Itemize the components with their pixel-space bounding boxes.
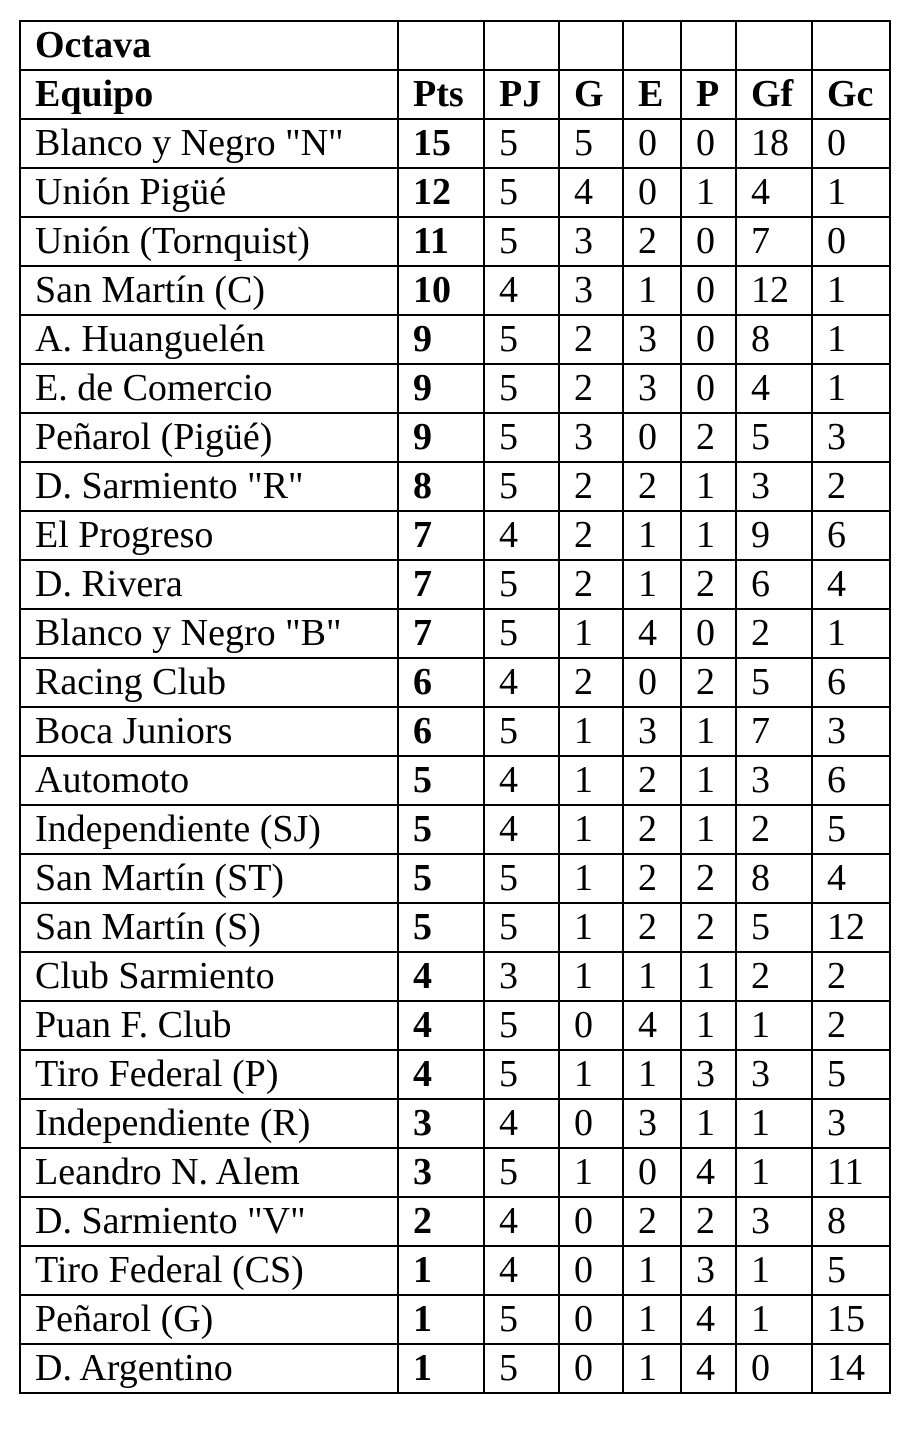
goals-against-cell: 8 xyxy=(812,1197,890,1246)
lost-cell: 1 xyxy=(681,707,736,756)
won-cell: 5 xyxy=(559,119,623,168)
team-name-cell: Unión (Tornquist) xyxy=(20,217,398,266)
lost-cell: 1 xyxy=(681,952,736,1001)
played-cell: 5 xyxy=(484,1001,559,1050)
goals-against-cell: 5 xyxy=(812,1050,890,1099)
goals-against-cell: 5 xyxy=(812,805,890,854)
points-cell: 9 xyxy=(398,413,484,462)
drawn-cell: 1 xyxy=(623,266,681,315)
header-pj: PJ xyxy=(484,70,559,119)
drawn-cell: 1 xyxy=(623,1295,681,1344)
team-name-cell: Automoto xyxy=(20,756,398,805)
won-cell: 1 xyxy=(559,854,623,903)
table-row xyxy=(20,462,890,511)
drawn-cell: 3 xyxy=(623,1099,681,1148)
points-cell: 1 xyxy=(398,1295,484,1344)
empty-cell xyxy=(559,21,623,70)
goals-for-cell: 3 xyxy=(736,1197,812,1246)
drawn-cell: 3 xyxy=(623,315,681,364)
goals-against-cell: 3 xyxy=(812,707,890,756)
empty-cell xyxy=(398,21,484,70)
goals-against-cell: 2 xyxy=(812,1001,890,1050)
empty-cell xyxy=(623,21,681,70)
points-cell: 5 xyxy=(398,903,484,952)
played-cell: 5 xyxy=(484,707,559,756)
drawn-cell: 2 xyxy=(623,854,681,903)
header-p: P xyxy=(681,70,736,119)
played-cell: 5 xyxy=(484,364,559,413)
won-cell: 3 xyxy=(559,266,623,315)
won-cell: 2 xyxy=(559,315,623,364)
won-cell: 1 xyxy=(559,952,623,1001)
lost-cell: 1 xyxy=(681,462,736,511)
table-row xyxy=(20,266,890,315)
goals-against-cell: 4 xyxy=(812,560,890,609)
won-cell: 4 xyxy=(559,168,623,217)
goals-for-cell: 2 xyxy=(736,952,812,1001)
lost-cell: 0 xyxy=(681,119,736,168)
lost-cell: 3 xyxy=(681,1050,736,1099)
lost-cell: 1 xyxy=(681,805,736,854)
drawn-cell: 2 xyxy=(623,462,681,511)
goals-for-cell: 7 xyxy=(736,217,812,266)
goals-for-cell: 5 xyxy=(736,903,812,952)
played-cell: 5 xyxy=(484,168,559,217)
drawn-cell: 0 xyxy=(623,168,681,217)
goals-for-cell: 4 xyxy=(736,168,812,217)
drawn-cell: 0 xyxy=(623,1148,681,1197)
table-row xyxy=(20,1001,890,1050)
won-cell: 0 xyxy=(559,1001,623,1050)
lost-cell: 2 xyxy=(681,854,736,903)
table-row xyxy=(20,315,890,364)
goals-against-cell: 11 xyxy=(812,1148,890,1197)
goals-for-cell: 3 xyxy=(736,462,812,511)
played-cell: 5 xyxy=(484,315,559,364)
goals-against-cell: 1 xyxy=(812,168,890,217)
table-row xyxy=(20,560,890,609)
drawn-cell: 1 xyxy=(623,511,681,560)
team-name-cell: D. Sarmiento "V" xyxy=(20,1197,398,1246)
table-row xyxy=(20,119,890,168)
team-name-cell: San Martín (C) xyxy=(20,266,398,315)
lost-cell: 2 xyxy=(681,560,736,609)
team-name-cell: Puan F. Club xyxy=(20,1001,398,1050)
goals-against-cell: 2 xyxy=(812,462,890,511)
won-cell: 3 xyxy=(559,413,623,462)
played-cell: 5 xyxy=(484,1344,559,1393)
lost-cell: 0 xyxy=(681,364,736,413)
points-cell: 12 xyxy=(398,168,484,217)
goals-for-cell: 7 xyxy=(736,707,812,756)
played-cell: 4 xyxy=(484,1246,559,1295)
lost-cell: 2 xyxy=(681,1197,736,1246)
goals-for-cell: 5 xyxy=(736,413,812,462)
points-cell: 4 xyxy=(398,1001,484,1050)
won-cell: 1 xyxy=(559,609,623,658)
won-cell: 1 xyxy=(559,707,623,756)
goals-against-cell: 0 xyxy=(812,217,890,266)
header-e: E xyxy=(623,70,681,119)
table-row xyxy=(20,1148,890,1197)
goals-for-cell: 2 xyxy=(736,805,812,854)
team-name-cell: A. Huanguelén xyxy=(20,315,398,364)
won-cell: 0 xyxy=(559,1344,623,1393)
played-cell: 5 xyxy=(484,119,559,168)
played-cell: 5 xyxy=(484,413,559,462)
drawn-cell: 3 xyxy=(623,364,681,413)
goals-against-cell: 3 xyxy=(812,413,890,462)
header-gc: Gc xyxy=(812,70,890,119)
drawn-cell: 2 xyxy=(623,217,681,266)
team-name-cell: Tiro Federal (P) xyxy=(20,1050,398,1099)
goals-for-cell: 18 xyxy=(736,119,812,168)
goals-against-cell: 0 xyxy=(812,119,890,168)
lost-cell: 2 xyxy=(681,903,736,952)
played-cell: 4 xyxy=(484,658,559,707)
played-cell: 5 xyxy=(484,217,559,266)
team-name-cell: San Martín (S) xyxy=(20,903,398,952)
team-name-cell: Unión Pigüé xyxy=(20,168,398,217)
empty-cell xyxy=(484,21,559,70)
won-cell: 0 xyxy=(559,1246,623,1295)
played-cell: 5 xyxy=(484,462,559,511)
points-cell: 5 xyxy=(398,805,484,854)
goals-against-cell: 1 xyxy=(812,364,890,413)
goals-for-cell: 8 xyxy=(736,315,812,364)
points-cell: 6 xyxy=(398,707,484,756)
table-row xyxy=(20,511,890,560)
goals-for-cell: 12 xyxy=(736,266,812,315)
lost-cell: 0 xyxy=(681,217,736,266)
goals-against-cell: 1 xyxy=(812,315,890,364)
drawn-cell: 1 xyxy=(623,1050,681,1099)
goals-against-cell: 14 xyxy=(812,1344,890,1393)
table-row xyxy=(20,1197,890,1246)
lost-cell: 0 xyxy=(681,609,736,658)
played-cell: 5 xyxy=(484,854,559,903)
header-gf: Gf xyxy=(736,70,812,119)
drawn-cell: 1 xyxy=(623,952,681,1001)
goals-against-cell: 15 xyxy=(812,1295,890,1344)
team-name-cell: Tiro Federal (CS) xyxy=(20,1246,398,1295)
lost-cell: 4 xyxy=(681,1344,736,1393)
team-name-cell: Independiente (R) xyxy=(20,1099,398,1148)
goals-against-cell: 6 xyxy=(812,658,890,707)
points-cell: 5 xyxy=(398,854,484,903)
lost-cell: 1 xyxy=(681,511,736,560)
played-cell: 3 xyxy=(484,952,559,1001)
team-name-cell: Independiente (SJ) xyxy=(20,805,398,854)
points-cell: 4 xyxy=(398,952,484,1001)
points-cell: 1 xyxy=(398,1246,484,1295)
goals-for-cell: 9 xyxy=(736,511,812,560)
table-row xyxy=(20,854,890,903)
won-cell: 2 xyxy=(559,462,623,511)
lost-cell: 3 xyxy=(681,1246,736,1295)
lost-cell: 0 xyxy=(681,266,736,315)
team-name-cell: Blanco y Negro "N" xyxy=(20,119,398,168)
table-row xyxy=(20,805,890,854)
won-cell: 0 xyxy=(559,1197,623,1246)
team-name-cell: D. Rivera xyxy=(20,560,398,609)
header-g: G xyxy=(559,70,623,119)
goals-for-cell: 0 xyxy=(736,1344,812,1393)
goals-for-cell: 1 xyxy=(736,1246,812,1295)
table-row xyxy=(20,952,890,1001)
won-cell: 1 xyxy=(559,805,623,854)
header-equipo: Equipo xyxy=(20,70,398,119)
drawn-cell: 1 xyxy=(623,560,681,609)
points-cell: 9 xyxy=(398,364,484,413)
team-name-cell: D. Sarmiento "R" xyxy=(20,462,398,511)
won-cell: 1 xyxy=(559,903,623,952)
goals-for-cell: 4 xyxy=(736,364,812,413)
won-cell: 3 xyxy=(559,217,623,266)
drawn-cell: 2 xyxy=(623,805,681,854)
standings-table xyxy=(19,20,891,1394)
points-cell: 8 xyxy=(398,462,484,511)
drawn-cell: 4 xyxy=(623,609,681,658)
empty-cell xyxy=(736,21,812,70)
lost-cell: 1 xyxy=(681,1001,736,1050)
lost-cell: 1 xyxy=(681,756,736,805)
played-cell: 5 xyxy=(484,1050,559,1099)
won-cell: 2 xyxy=(559,658,623,707)
goals-against-cell: 3 xyxy=(812,1099,890,1148)
table-row xyxy=(20,413,890,462)
goals-against-cell: 6 xyxy=(812,756,890,805)
points-cell: 7 xyxy=(398,560,484,609)
team-name-cell: Club Sarmiento xyxy=(20,952,398,1001)
won-cell: 2 xyxy=(559,364,623,413)
lost-cell: 4 xyxy=(681,1295,736,1344)
goals-against-cell: 4 xyxy=(812,854,890,903)
goals-for-cell: 1 xyxy=(736,1099,812,1148)
drawn-cell: 1 xyxy=(623,1246,681,1295)
points-cell: 15 xyxy=(398,119,484,168)
goals-against-cell: 2 xyxy=(812,952,890,1001)
played-cell: 4 xyxy=(484,1197,559,1246)
played-cell: 4 xyxy=(484,756,559,805)
section-title-row xyxy=(20,21,890,70)
table-row xyxy=(20,1344,890,1393)
drawn-cell: 4 xyxy=(623,1001,681,1050)
header-row xyxy=(20,70,890,119)
lost-cell: 1 xyxy=(681,168,736,217)
played-cell: 5 xyxy=(484,609,559,658)
table-row xyxy=(20,1246,890,1295)
goals-against-cell: 1 xyxy=(812,266,890,315)
team-name-cell: E. de Comercio xyxy=(20,364,398,413)
goals-for-cell: 1 xyxy=(736,1148,812,1197)
table-row xyxy=(20,168,890,217)
lost-cell: 4 xyxy=(681,1148,736,1197)
section-title: Octava xyxy=(20,21,398,70)
team-name-cell: Blanco y Negro "B" xyxy=(20,609,398,658)
points-cell: 1 xyxy=(398,1344,484,1393)
points-cell: 7 xyxy=(398,511,484,560)
won-cell: 0 xyxy=(559,1099,623,1148)
points-cell: 10 xyxy=(398,266,484,315)
won-cell: 1 xyxy=(559,1148,623,1197)
goals-for-cell: 3 xyxy=(736,756,812,805)
table-row xyxy=(20,1050,890,1099)
table-row xyxy=(20,903,890,952)
table-row xyxy=(20,658,890,707)
points-cell: 4 xyxy=(398,1050,484,1099)
team-name-cell: D. Argentino xyxy=(20,1344,398,1393)
empty-cell xyxy=(812,21,890,70)
won-cell: 1 xyxy=(559,756,623,805)
played-cell: 5 xyxy=(484,1148,559,1197)
goals-against-cell: 1 xyxy=(812,609,890,658)
points-cell: 9 xyxy=(398,315,484,364)
lost-cell: 2 xyxy=(681,413,736,462)
empty-cell xyxy=(681,21,736,70)
team-name-cell: Peñarol (Pigüé) xyxy=(20,413,398,462)
drawn-cell: 0 xyxy=(623,119,681,168)
table-row xyxy=(20,364,890,413)
goals-for-cell: 2 xyxy=(736,609,812,658)
played-cell: 4 xyxy=(484,266,559,315)
goals-for-cell: 1 xyxy=(736,1295,812,1344)
drawn-cell: 0 xyxy=(623,413,681,462)
goals-for-cell: 8 xyxy=(736,854,812,903)
goals-against-cell: 6 xyxy=(812,511,890,560)
won-cell: 1 xyxy=(559,1050,623,1099)
points-cell: 6 xyxy=(398,658,484,707)
points-cell: 3 xyxy=(398,1148,484,1197)
points-cell: 7 xyxy=(398,609,484,658)
table-row xyxy=(20,756,890,805)
team-name-cell: Racing Club xyxy=(20,658,398,707)
won-cell: 2 xyxy=(559,560,623,609)
points-cell: 5 xyxy=(398,756,484,805)
table-row xyxy=(20,217,890,266)
goals-for-cell: 3 xyxy=(736,1050,812,1099)
team-name-cell: Leandro N. Alem xyxy=(20,1148,398,1197)
points-cell: 2 xyxy=(398,1197,484,1246)
drawn-cell: 2 xyxy=(623,1197,681,1246)
goals-against-cell: 5 xyxy=(812,1246,890,1295)
drawn-cell: 3 xyxy=(623,707,681,756)
goals-for-cell: 6 xyxy=(736,560,812,609)
lost-cell: 1 xyxy=(681,1099,736,1148)
goals-for-cell: 5 xyxy=(736,658,812,707)
drawn-cell: 1 xyxy=(623,1344,681,1393)
played-cell: 4 xyxy=(484,1099,559,1148)
team-name-cell: Peñarol (G) xyxy=(20,1295,398,1344)
drawn-cell: 2 xyxy=(623,903,681,952)
standings-body xyxy=(20,21,890,1393)
won-cell: 2 xyxy=(559,511,623,560)
points-cell: 3 xyxy=(398,1099,484,1148)
points-cell: 11 xyxy=(398,217,484,266)
team-name-cell: El Progreso xyxy=(20,511,398,560)
goals-against-cell: 12 xyxy=(812,903,890,952)
won-cell: 0 xyxy=(559,1295,623,1344)
lost-cell: 0 xyxy=(681,315,736,364)
goals-for-cell: 1 xyxy=(736,1001,812,1050)
played-cell: 4 xyxy=(484,805,559,854)
table-row xyxy=(20,1295,890,1344)
drawn-cell: 2 xyxy=(623,756,681,805)
table-row xyxy=(20,1099,890,1148)
header-pts: Pts xyxy=(398,70,484,119)
lost-cell: 2 xyxy=(681,658,736,707)
table-row xyxy=(20,707,890,756)
team-name-cell: Boca Juniors xyxy=(20,707,398,756)
played-cell: 5 xyxy=(484,560,559,609)
played-cell: 5 xyxy=(484,1295,559,1344)
played-cell: 5 xyxy=(484,903,559,952)
team-name-cell: San Martín (ST) xyxy=(20,854,398,903)
played-cell: 4 xyxy=(484,511,559,560)
drawn-cell: 0 xyxy=(623,658,681,707)
table-row xyxy=(20,609,890,658)
